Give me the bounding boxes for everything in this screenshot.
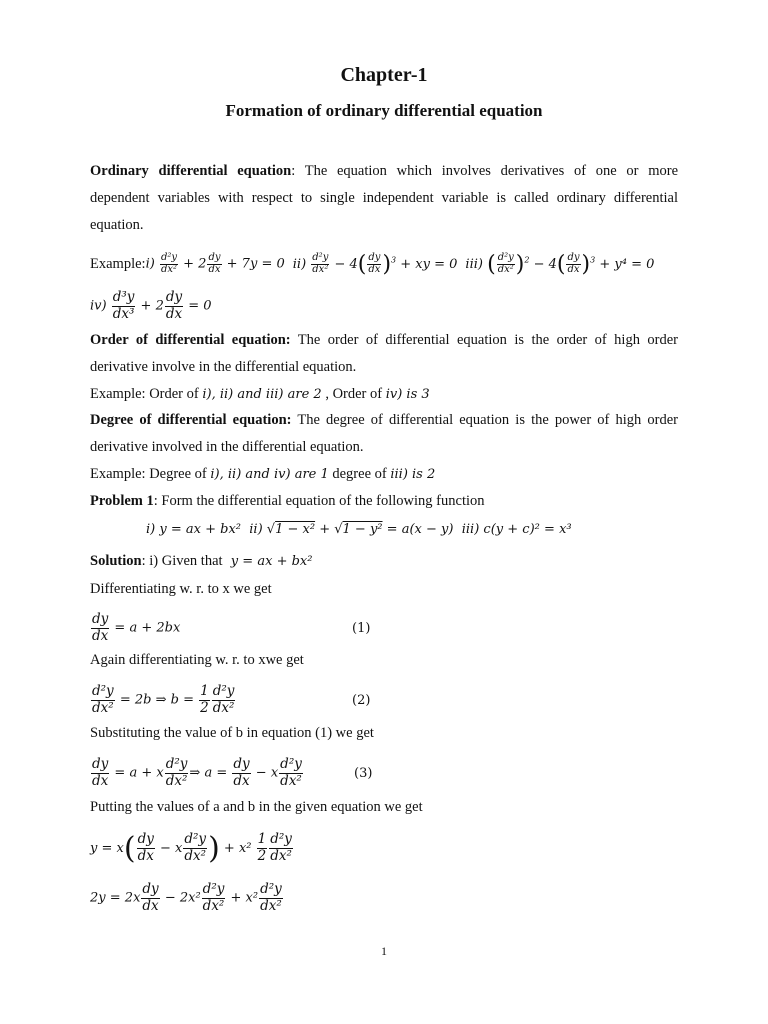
equation-5: 2y = 2x $\frac{dy}{dx}$ − 2x² $\frac{\text{d²y}}{\text{dx²}}$ + x² $\frac{\text{d²y}}{\text{dx²}}$ <box>90 880 282 914</box>
problem-label: Problem 1 <box>90 493 154 509</box>
equation-1-number: (1) <box>352 620 371 636</box>
example-equation-3: iii) ( $\frac{\text{d²y}}{\text{dx²}}$ )$^2$ − 4( $\frac{dy}{dx}$ )$^3$ + y⁴ = 0 <box>465 251 655 277</box>
chapter-title: Chapter-1 <box>340 64 428 86</box>
degree-term: Degree of differential equation: <box>90 412 292 428</box>
order-term: Order of differential equation: <box>90 332 291 348</box>
ode-definition-line-2: dependent variables with respect to single independent variable is called ordinary differential <box>90 190 678 206</box>
degree-example: Example: Degree of i), ii) and iv) are 1 degree of iii) is 2 <box>90 466 436 482</box>
equation-1-row <box>90 608 371 648</box>
substituting-text: Substituting the value of b in equation (1) we get <box>90 725 374 741</box>
equation-4: y = x( $\frac{dy}{dx}$ − x $\frac{\text{d²y}}{\text{dx²}}$ ) + x² $\frac{1}{2}$ $\frac{\text{d²y}}{\text{dx²}}$ <box>90 830 292 866</box>
equation-3-row <box>90 752 373 794</box>
ode-def-text: : The equation which involves derivatives of one or more <box>291 163 679 179</box>
ode-definition-line-1 <box>90 163 678 180</box>
examples-label: Example: <box>90 255 146 272</box>
solution-label: Solution <box>90 553 142 569</box>
equation-2-number: (2) <box>352 692 371 708</box>
equation-4-row <box>90 826 294 870</box>
page-number: 1 <box>381 944 387 958</box>
equation-5-row <box>90 876 284 920</box>
example-equation-4: iv) $\frac{\text{d³y}}{\text{dx³}}$ + 2 $\frac{dy}{dx}$ = 0 <box>90 288 212 322</box>
solution-intro: Solution: i) Given that y = ax + bx² <box>90 553 313 569</box>
order-example: Example: Order of i), ii) and iii) are 2 , Order of iv) is 3 <box>90 386 430 402</box>
example-equations-line <box>90 245 654 283</box>
example-equation-2: ii) $\frac{\text{d²y}}{\text{dx²}}$ − 4( $\frac{dy}{dx}$ )$^3$ + xy = 0 <box>292 251 458 277</box>
equation-2: $\frac{\text{d²y}}{\text{dx²}}$ = 2b ⇒ b = $\frac{1}{2}$ $\frac{\text{d²y}}{\text{dx²}}$ <box>92 682 235 716</box>
differentiating-text-1: Differentiating w. r. to x we get <box>90 581 272 597</box>
degree-definition-line-2: derivative involved in the differential equation. <box>90 439 364 455</box>
ode-definition-line-3: equation. <box>90 217 144 233</box>
equation-2-row <box>90 679 371 721</box>
given-equation: y = ax + bx² <box>222 554 313 569</box>
equation-1: $\frac{dy}{dx}$ = a + 2bx <box>92 610 181 644</box>
order-definition-line-1: Order of differential equation: The order of differential equation is the order of high order <box>90 332 678 348</box>
order-definition-line-2: derivative involve in the differential equation. <box>90 359 357 375</box>
equation-3: $\frac{dy}{dx}$ = a + x $\frac{\text{d²y}}{\text{dx²}}$ ⇒ a = $\frac{dy}{dx}$ − x $\frac{\text{d²y}}{\text{dx²}}$ <box>92 755 302 789</box>
putting-text: Putting the values of a and b in the given equation we get <box>90 799 423 815</box>
differentiating-text-2: Again differentiating w. r. to xwe get <box>90 652 304 668</box>
problem-statement: Problem 1: Form the differential equation of the following function <box>90 493 485 509</box>
chapter-subtitle: Formation of ordinary differential equation <box>225 101 543 120</box>
equation-3-number: (3) <box>354 765 373 781</box>
ode-term: Ordinary differential equation <box>90 163 292 179</box>
degree-definition-line-1: Degree of differential equation: The degree of differential equation is the power of high order <box>90 412 678 428</box>
example-equation-1: i) $\frac{\text{d²y}}{\text{dx²}}$ + 2 $\frac{dy}{dx}$ + 7y = 0 <box>145 252 285 275</box>
problem-functions: i) y = ax + bx² ii) √1 − x² + √1 − y² = a(x − y) iii) c(y + c)² = x³ <box>146 522 572 537</box>
